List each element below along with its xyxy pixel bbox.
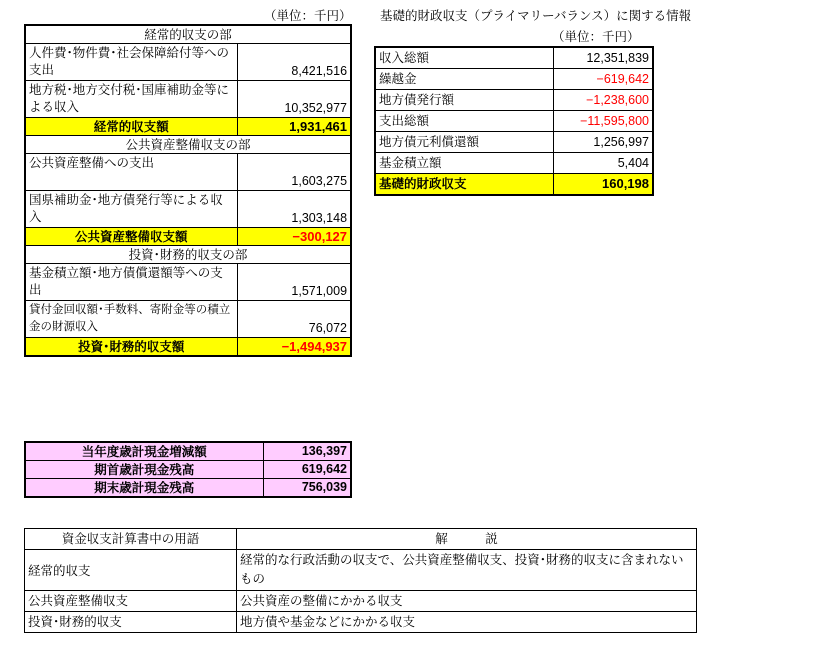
cash-label: 期首歳計現金残高 (25, 461, 263, 479)
row-label: 地方税･地方交付税･国庫補助金等による収入 (25, 81, 237, 118)
row-label: 国県補助金･地方債発行等による収入 (25, 191, 237, 228)
glossary-col-term: 資金収支計算書中の用語 (25, 529, 237, 550)
glossary-term: 経常的収支 (25, 550, 237, 591)
total-value: 1,931,461 (237, 118, 351, 136)
glossary-desc: 地方債や基金などにかかる収支 (237, 612, 697, 633)
total-label: 経常的収支額 (25, 118, 237, 136)
glossary-desc: 公共資産の整備にかかる収支 (237, 591, 697, 612)
row-value: 12,351,839 (553, 47, 653, 69)
table-row (375, 153, 653, 174)
row-label: 人件費･物件費･社会保障給付等への支出 (25, 44, 237, 81)
table-row (25, 191, 351, 228)
left-unit-label: （単位：千円） (264, 8, 352, 23)
section-header (25, 136, 351, 154)
row-value: 5,404 (553, 153, 653, 174)
cash-value: 619,642 (263, 461, 351, 479)
row-value: 1,256,997 (553, 132, 653, 153)
row-value: 1,571,009 (237, 264, 351, 301)
cash-label: 当年度歳計現金増減額 (25, 442, 263, 461)
row-value: 76,072 (237, 301, 351, 338)
row-label: 基金積立額･地方債償還額等への支出 (25, 264, 237, 301)
row-value: 1,603,275 (237, 154, 351, 191)
table-row (375, 132, 653, 153)
table-row (25, 154, 351, 191)
table-row (25, 550, 697, 591)
row-value: 10,352,977 (237, 81, 351, 118)
table-row (25, 81, 351, 118)
table-row (25, 44, 351, 81)
table-row (25, 612, 697, 633)
row-label: 繰越金 (375, 69, 553, 90)
section-header-investment: 投資･財務的収支の部 (25, 246, 351, 264)
row-label: 貸付金回収額･手数料、寄附金等の積立金の財源収入 (25, 301, 237, 338)
total-label: 公共資産整備収支額 (25, 228, 237, 246)
glossary-term: 公共資産整備収支 (25, 591, 237, 612)
cash-value: 756,039 (263, 479, 351, 498)
row-label: 公共資産整備への支出 (25, 154, 237, 191)
cash-label: 期末歳計現金残高 (25, 479, 263, 498)
row-label: 地方債元利償還額 (375, 132, 553, 153)
section-header (25, 246, 351, 264)
primary-balance-title: 基礎的財政収支（プライマリーバランス）に関する情報 (380, 8, 692, 23)
total-label: 基礎的財政収支 (375, 174, 553, 196)
glossary-table (24, 528, 697, 633)
cash-balance-table (24, 441, 352, 498)
table-row (25, 442, 351, 461)
glossary-header-row (25, 529, 697, 550)
glossary-col-desc: 解 説 (237, 529, 697, 550)
section-header-public-assets: 公共資産整備収支の部 (25, 136, 351, 154)
row-label: 基金積立額 (375, 153, 553, 174)
row-label: 支出総額 (375, 111, 553, 132)
table-row (375, 69, 653, 90)
row-label: 地方債発行額 (375, 90, 553, 111)
table-row (25, 301, 351, 338)
row-value: −1,238,600 (553, 90, 653, 111)
table-row (25, 264, 351, 301)
total-value: −300,127 (237, 228, 351, 246)
row-value: 8,421,516 (237, 44, 351, 81)
row-value: −619,642 (553, 69, 653, 90)
total-row (25, 338, 351, 357)
total-value: 160,198 (553, 174, 653, 196)
table-row (25, 461, 351, 479)
row-value: 1,303,148 (237, 191, 351, 228)
table-row (375, 111, 653, 132)
total-value: −1,494,937 (237, 338, 351, 357)
table-row (25, 591, 697, 612)
revenue-expenditure-table (24, 24, 352, 357)
total-row (25, 118, 351, 136)
table-row (375, 47, 653, 69)
total-row (25, 228, 351, 246)
total-label: 投資･財務的収支額 (25, 338, 237, 357)
section-header-recurring: 経常的収支の部 (25, 25, 351, 44)
row-value: −11,595,800 (553, 111, 653, 132)
total-row (375, 174, 653, 196)
glossary-term: 投資･財務的収支 (25, 612, 237, 633)
cash-value: 136,397 (263, 442, 351, 461)
table-row (375, 90, 653, 111)
table-row (25, 479, 351, 498)
primary-balance-table (374, 46, 654, 196)
row-label: 収入総額 (375, 47, 553, 69)
glossary-desc: 経常的な行政活動の収支で、公共資産整備収支、投資･財務的収支に含まれないもの (237, 550, 697, 591)
right-unit-label: （単位：千円） (552, 29, 640, 44)
section-header (25, 25, 351, 44)
